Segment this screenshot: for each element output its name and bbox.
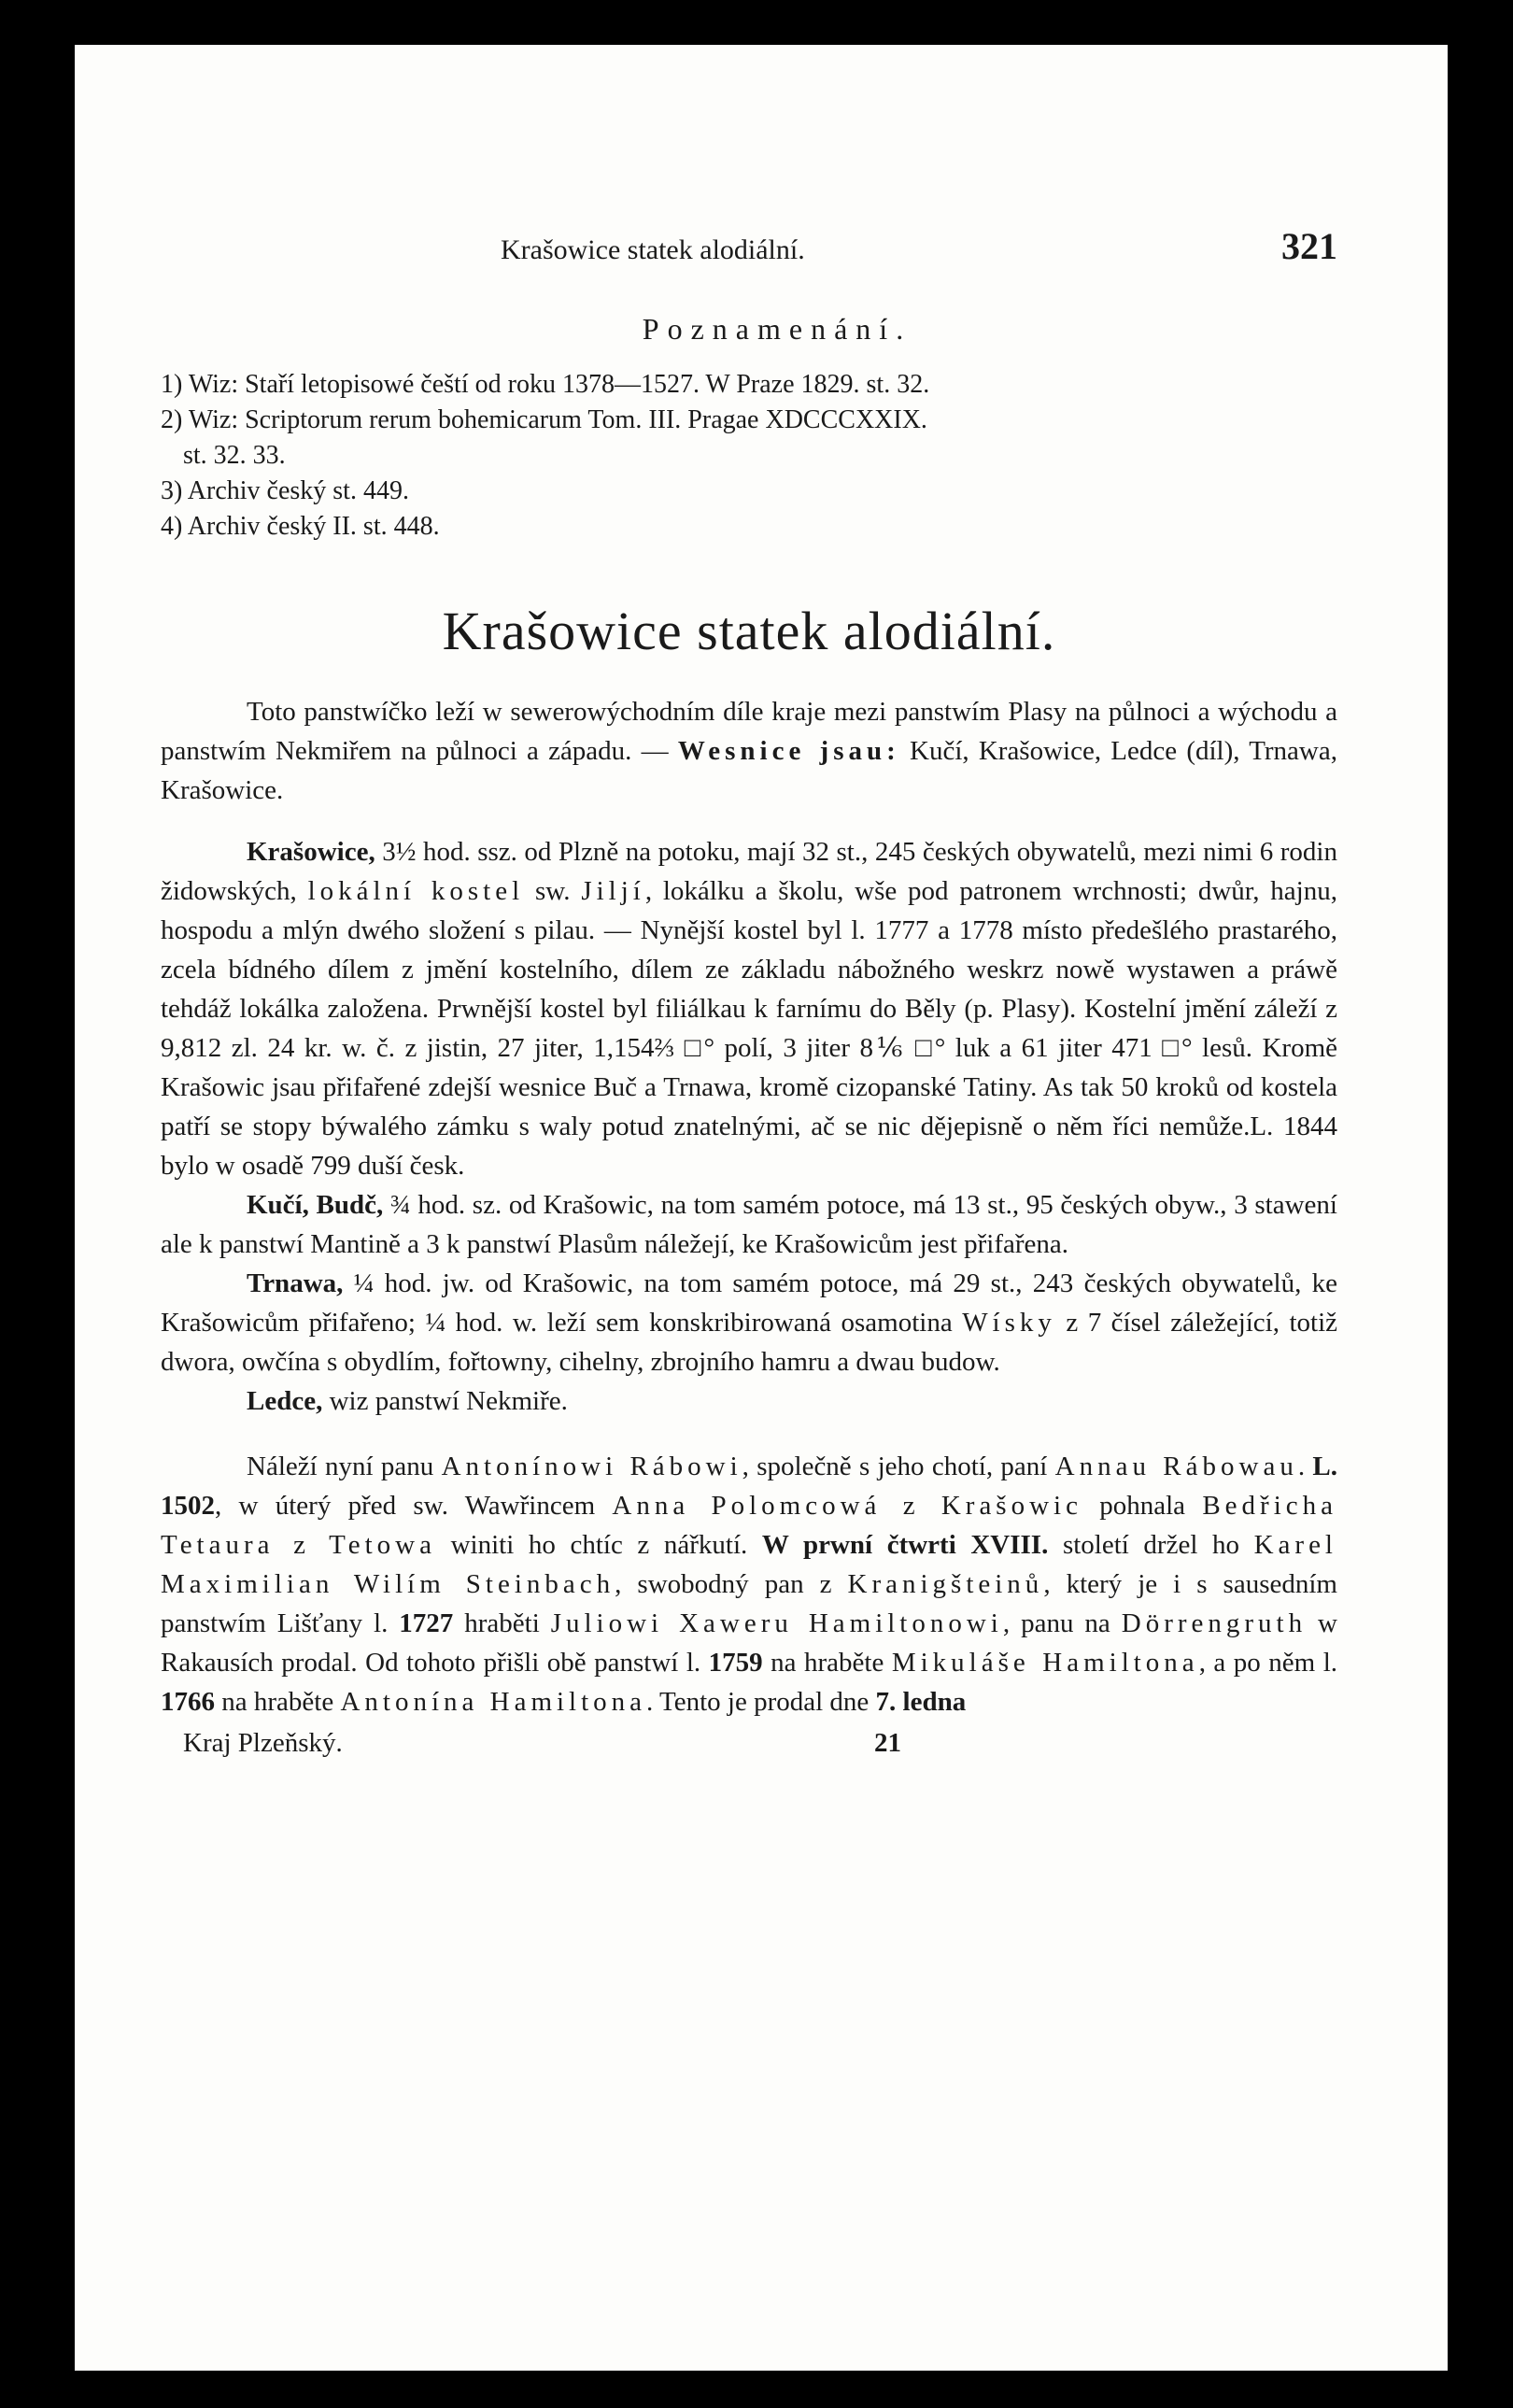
text-run: Anna Polomcowá z Krašowic — [612, 1491, 1082, 1521]
text-run: . — [1297, 1452, 1313, 1481]
text-run: ¼ hod. jw. od Krašowic, na tom samém potoce, má 29 st., 243 českých obywatelů, ke Krašowicům přifařeno; ¼ hod. w. leží sem konskribirowaná osamotina — [161, 1268, 1337, 1338]
text-run: z 7 čísel záležející, totiž dwora, owčína s obydlím, fořtowny, cihelny, zbrojního hamru a dwau budow. — [161, 1308, 1337, 1377]
text-run: , společně s jeho chotí, paní — [742, 1452, 1055, 1481]
text-run: Kranigšteinů — [847, 1569, 1044, 1599]
text-run: Jiljí — [581, 876, 645, 906]
text-run: , swobodný pan z — [615, 1569, 848, 1599]
text-run: , panu na — [1002, 1608, 1122, 1638]
running-title: Krašowice statek alodiální. — [501, 234, 805, 265]
text-run: Juliowi Xaweru Hamiltonowi — [550, 1608, 1003, 1638]
text-run: Mikuláše Hamiltona — [891, 1648, 1199, 1678]
text-run: století držel ho — [1048, 1530, 1254, 1560]
text-run: Antonína Hamiltona — [340, 1687, 647, 1717]
note-item-continuation: st. 32. 33. — [183, 441, 286, 470]
text-run: na hraběte — [215, 1687, 341, 1717]
text-run: winiti ho chtíc z nářkutí. — [436, 1530, 762, 1560]
intro-paragraph — [161, 692, 1337, 810]
text-run: Kučí, Krašowice, Ledce (díl), Trnawa, Krašowice. — [161, 736, 1337, 805]
section-title: Krašowice statek alodiální. — [442, 601, 1056, 661]
entry-krasowice — [161, 832, 1337, 1185]
running-header — [501, 227, 1337, 270]
footer-region: Kraj Plzeňský. — [183, 1728, 343, 1758]
note-item: 3) Archiv český st. 449. — [161, 476, 409, 505]
text-run: , a po něm l. — [1198, 1648, 1338, 1678]
text-run: sw. — [524, 876, 582, 906]
text-run: 3½ hod. ssz. od Plzně na potoku, mají 32 st., 245 českých obywatelů, mezi nimi 6 rodin židowských, — [161, 837, 1337, 906]
footer-signature: 21 — [874, 1728, 901, 1758]
page-footer — [161, 1723, 1337, 1763]
note-item: 2) Wiz: Scriptorum rerum bohemicarum Tom. III. Pragae XDCCCXXIX. — [161, 405, 927, 434]
villages-label: Wesnice jsau: — [677, 736, 900, 766]
text-run: Wísky — [962, 1308, 1056, 1338]
note-item: 1) Wiz: Staří letopisowé čeští od roku 1378—1527. W Praze 1829. st. 32. — [161, 370, 930, 399]
text-run: , lokálku a školu, wše pod patronem wrchnosti; dwůr, hajnu, hospodu a mlýn dwého složení s pilau. — Nynější kostel byl l. 1777 a 1778 místo předešlého prastarého, zcela bídného dílem z jmění kostelního, dílem ze základu nábožného weskrz nowě wystawen a práwě tehdáž lokálka založena. Prwnější kostel byl filiálkau k farnímu do Běly (p. Plasy). Kostelní jmění záleží z 9,812 zl. 24 kr. w. č. z jistin, 27 jiter, 1,154⅔ □° polí, 3 jiter 8⅙ □° luk a 61 jiter 471 □° lesů. Kromě Krašowic jsau přifařené zdejší wesnice Buč a Trnawa, kromě cizopanské Tatiny. As tak 50 kroků od kostela patří se stopy býwalého zámku s waly potud znatelnými, ač se nic dějepisně o něm říci nemůže.L. 1844 bylo w osadě 799 duší česk. — [161, 876, 1337, 1181]
text-run: 1766 — [161, 1687, 215, 1717]
page-number: 321 — [1281, 225, 1337, 267]
text-run: hraběti — [453, 1608, 551, 1638]
entry-name: Kučí, Budč, — [247, 1190, 384, 1220]
text-run: Náleží nyní panu — [247, 1452, 442, 1481]
text-block — [161, 227, 1337, 1763]
text-run: 1727 — [399, 1608, 454, 1638]
text-run: na hraběte — [762, 1648, 892, 1678]
entry-kuci — [161, 1185, 1337, 1264]
entry-ledce — [161, 1381, 1337, 1421]
notes-list — [161, 367, 1337, 545]
text-run: W prwní čtwrti XVIII. — [761, 1530, 1049, 1560]
history-paragraph — [161, 1447, 1337, 1721]
document-page — [75, 45, 1448, 2371]
entry-trnawa — [161, 1264, 1337, 1381]
entry-name: Krašowice, — [247, 837, 375, 867]
text-run: L. 1502 — [161, 1452, 1338, 1521]
note-item: 4) Archiv český II. st. 448. — [161, 512, 440, 541]
text-run: . Tento je prodal dne — [646, 1687, 876, 1717]
text-run: lokální kostel — [307, 876, 525, 906]
text-run: Annau Rábowau — [1054, 1452, 1298, 1481]
text-run: ¾ hod. sz. od Krašowic, na tom samém potoce, má 13 st., 95 českých obyw., 3 stawení ale k panstwí Mantině a 3 k panstwí Plasům náležejí, ke Krašowicům jest přifařena. — [161, 1190, 1337, 1259]
text-run: , který je i s sausedním panstwím Lišťany l. — [161, 1569, 1337, 1638]
text-run: w Rakausích prodal. Od tohoto přišli obě panstwí l. — [161, 1608, 1337, 1678]
text-run: Antonínowi Rábowi — [441, 1452, 742, 1481]
text-run: Toto panstwíčko leží w sewerowýchodním díle kraje mezi panstwím Plasy na půlnoci a wýchodu a panstwím Nekmiřem na půlnoci a západu. — — [161, 697, 1337, 766]
text-run: , w úterý před sw. Wawřincem — [215, 1491, 613, 1521]
text-run: Karel Maximilian Wilím Steinbach — [161, 1530, 1337, 1599]
entry-name: Ledce, — [247, 1386, 323, 1416]
text-run: wiz panstwí Nekmiře. — [322, 1386, 568, 1416]
entry-name: Trnawa, — [247, 1268, 344, 1298]
text-run: Bedřicha Tetaura z Tetowa — [161, 1491, 1337, 1560]
notes-title: Poznamenání. — [642, 312, 912, 346]
text-run: Dörrengruth — [1121, 1608, 1308, 1638]
text-run: pohnala — [1082, 1491, 1203, 1521]
text-run: 1759 — [708, 1648, 763, 1678]
text-run: 7. ledna — [875, 1687, 967, 1717]
